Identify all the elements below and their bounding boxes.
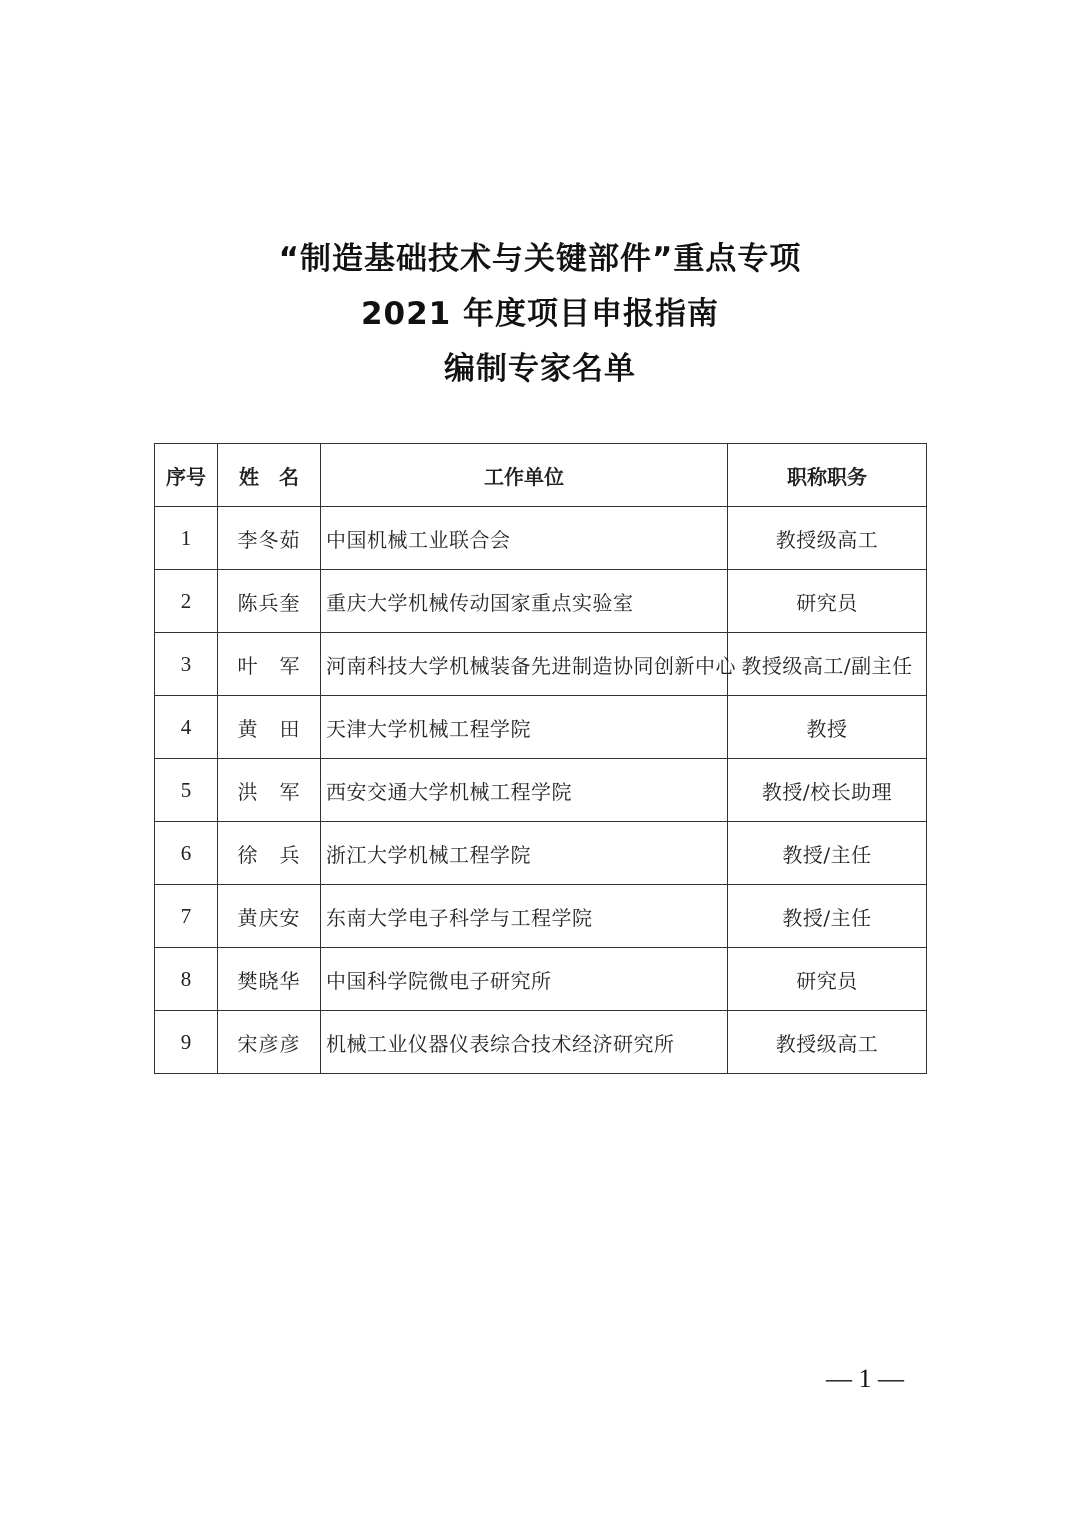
cell-title: 教授级高工: [728, 507, 927, 570]
cell-title: 教授/主任: [728, 822, 927, 885]
title-line-3: 编制专家名单: [444, 351, 636, 387]
table-row: [155, 948, 927, 1011]
header-unit: 工作单位: [321, 444, 728, 507]
cell-unit: 机械工业仪器仪表综合技术经济研究所: [321, 1011, 728, 1074]
cell-title: 教授级高工/副主任: [728, 633, 927, 696]
cell-unit: 东南大学电子科学与工程学院: [321, 885, 728, 948]
cell-name: 李冬茹: [218, 507, 321, 570]
cell-name: 叶 军: [218, 633, 321, 696]
cell-name: 黄庆安: [218, 885, 321, 948]
cell-seq: 1: [155, 507, 218, 570]
cell-title: 研究员: [728, 570, 927, 633]
cell-title: 研究员: [728, 948, 927, 1011]
cell-unit: 天津大学机械工程学院: [321, 696, 728, 759]
cell-title: 教授级高工: [728, 1011, 927, 1074]
cell-seq: 5: [155, 759, 218, 822]
cell-seq: 7: [155, 885, 218, 948]
table-row: [155, 696, 927, 759]
table-row: [155, 633, 927, 696]
cell-unit: 中国机械工业联合会: [321, 507, 728, 570]
header-seq: 序号: [155, 444, 218, 507]
cell-unit: 西安交通大学机械工程学院: [321, 759, 728, 822]
page-number: — 1 —: [826, 1364, 904, 1393]
cell-unit: 河南科技大学机械装备先进制造协同创新中心: [321, 633, 728, 696]
expert-table: [154, 443, 927, 1074]
cell-name: 陈兵奎: [218, 570, 321, 633]
cell-seq: 3: [155, 633, 218, 696]
cell-name: 黄 田: [218, 696, 321, 759]
cell-seq: 6: [155, 822, 218, 885]
table-row: [155, 570, 927, 633]
table-row: [155, 759, 927, 822]
cell-seq: 8: [155, 948, 218, 1011]
cell-name: 洪 军: [218, 759, 321, 822]
table-row: [155, 885, 927, 948]
table-row: [155, 1011, 927, 1074]
cell-unit: 浙江大学机械工程学院: [321, 822, 728, 885]
cell-title: 教授/主任: [728, 885, 927, 948]
cell-title: 教授/校长助理: [728, 759, 927, 822]
table-row: [155, 507, 927, 570]
cell-name: 徐 兵: [218, 822, 321, 885]
cell-seq: 4: [155, 696, 218, 759]
header-name: 姓 名: [218, 444, 321, 507]
cell-seq: 2: [155, 570, 218, 633]
cell-title: 教授: [728, 696, 927, 759]
title-line-1: “制造基础技术与关键部件”重点专项: [278, 241, 802, 277]
title-line-2: 2021 年度项目申报指南: [360, 296, 720, 332]
cell-unit: 重庆大学机械传动国家重点实验室: [321, 570, 728, 633]
cell-name: 宋彦彦: [218, 1011, 321, 1074]
cell-name: 樊晓华: [218, 948, 321, 1011]
header-title: 职称职务: [728, 444, 927, 507]
cell-seq: 9: [155, 1011, 218, 1074]
document-title: [0, 232, 1080, 397]
table-header-row: [155, 444, 927, 507]
table-row: [155, 822, 927, 885]
expert-table-container: [154, 443, 926, 1074]
cell-unit: 中国科学院微电子研究所: [321, 948, 728, 1011]
